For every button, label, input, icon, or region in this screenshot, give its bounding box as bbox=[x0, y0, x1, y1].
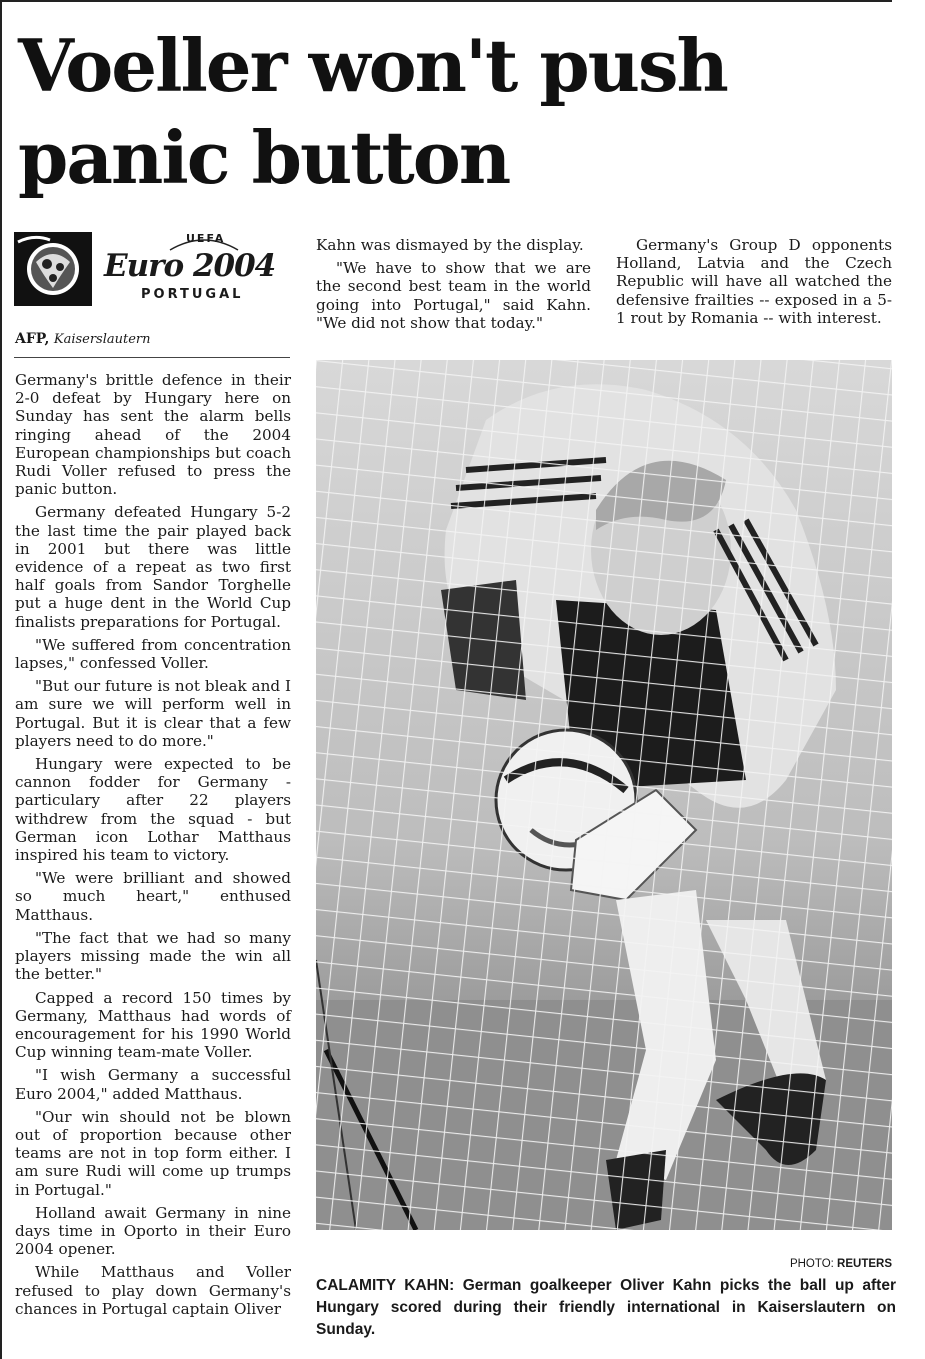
paragraph: Germany defeated Hungary 5-2 the last time the pair played back in 2001 but there was little evidence of a repeat as two first half goals from Sandor Torghelle put a huge dent in the World Cup finalists preparations for Portugal. bbox=[15, 503, 291, 631]
paragraph: Germany's Group D opponents Holland, Latvia and the Czech Republic will have all watched the defensive frailties -- exposed in a 5-1 rout by Romania -- with interest. bbox=[616, 236, 892, 327]
byline-agency: AFP, bbox=[15, 331, 50, 347]
left-rule bbox=[0, 0, 2, 1359]
paragraph: "We were brilliant and showed so much heart," enthused Matthaus. bbox=[15, 869, 291, 924]
article-column-2 bbox=[316, 236, 591, 337]
paragraph: "I wish Germany a successful Euro 2004," added Matthaus. bbox=[15, 1066, 291, 1103]
photo-credit-label: PHOTO: bbox=[789, 1258, 834, 1270]
goalkeeper-photo bbox=[316, 360, 892, 1230]
euro-2004-logo bbox=[14, 232, 292, 306]
paragraph: "We suffered from concentration lapses," confessed Voller. bbox=[15, 635, 291, 673]
article-column-1 bbox=[15, 371, 291, 1323]
byline-rule bbox=[14, 357, 290, 358]
paragraph: "We have to show that we are the second best team in the world going into Portugal," said Kahn. "We did not show that today." bbox=[316, 259, 591, 332]
paragraph: Capped a record 150 times by Germany, Matthaus had words of encouragement for his 1990 World Cup winning team-mate Voller. bbox=[15, 988, 291, 1062]
paragraph: Hungary were expected to be cannon fodder for Germany - particulary after 22 players withdrew from the squad - but German icon Lothar Matthaus inspired his team to victory. bbox=[15, 755, 291, 865]
paragraph: Holland await Germany in nine days time in Oporto in their Euro 2004 opener. bbox=[15, 1203, 291, 1259]
paragraph: While Matthaus and Voller refused to play down Germany's chances in Portugal captain Oliver bbox=[15, 1263, 291, 1318]
top-rule bbox=[0, 0, 892, 2]
article-column-3 bbox=[616, 236, 892, 332]
photo-credit bbox=[316, 1258, 892, 1270]
byline bbox=[15, 331, 151, 347]
paragraph: "The fact that we had so many players missing made the win all the better." bbox=[15, 928, 291, 984]
logo-country: PORTUGAL bbox=[141, 287, 244, 302]
photo-credit-source: REUTERS bbox=[837, 1258, 892, 1270]
paragraph: "Our win should not be blown out of proportion because other teams are not in top form either. I am sure Rudi will come up trumps in Portugal." bbox=[15, 1107, 291, 1199]
paragraph: "But our future is not bleak and I am sure we will perform well in Portugal. But it is clear that a few players need to do more." bbox=[15, 677, 291, 750]
paragraph: Kahn was dismayed by the display. bbox=[316, 236, 584, 254]
photo-caption: CALAMITY KAHN: German goalkeeper Oliver Kahn picks the ball up after Hungary scored during their friendly international in Kaiserslautern on Sunday. bbox=[316, 1277, 896, 1338]
headline: Voeller won't push panic button bbox=[18, 23, 727, 200]
logo-org: UEFA bbox=[186, 232, 226, 245]
byline-place: Kaiserslautern bbox=[53, 332, 151, 347]
paragraph: Germany's brittle defence in their 2-0 defeat by Hungary here on Sunday has sent the alarm bells ringing ahead of the 2004 European championships but coach Rudi Voller refused to press the panic button. bbox=[15, 371, 291, 499]
logo-event: Euro 2004 bbox=[104, 248, 276, 284]
